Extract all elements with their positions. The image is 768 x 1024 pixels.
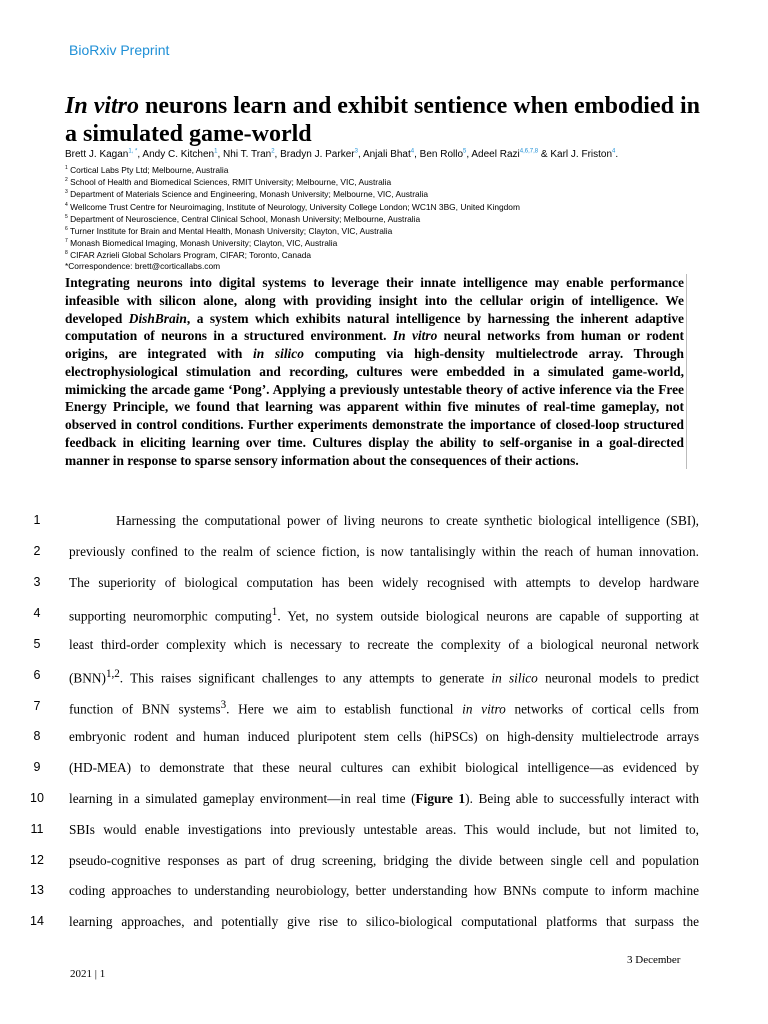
affiliation: $^4$ Wellcome Trust Centre for Neuroimaging, Institute of Neurology, University College London; WC1N 3BG, United Kingdom [65,201,520,212]
affiliation: $^1$ Cortical Labs Pty Ltd; Melbourne, Australia [65,164,229,175]
body-line: 3 The superiority of biological computation has been widely recognised with attempts to develop hardware [0,575,768,595]
body-line: 2 previously confined to the realm of science fiction, is now tantalisingly within the reach of human innovation. [0,544,768,564]
body-line: 10 learning in a simulated gameplay environment—in real time (Figure 1). Being able to successfully interact with [0,791,768,811]
body-line: 9 (HD-MEA) to demonstrate that these neural cultures can exhibit biological intelligence—as evidenced by [0,760,768,780]
body-line: 1 Harnessing the computational power of living neurons to create synthetic biological intelligence (SBI), [0,513,768,533]
author: Bradyn J. Parker$^3$, [280,149,363,161]
affiliations [65,163,725,271]
author: Ben Rollo$^5$, [419,149,472,161]
body-line: 4 supporting neuromorphic computing$^1$. Yet, no system outside biological neurons are capable of supporting at [0,606,768,626]
body-line: 7 function of BNN systems$^3$. Here we aim to establish functional in vitro networks of cortical cells from [0,699,768,719]
affiliation: $^8$ CIFAR Azrieli Global Scholars Program, CIFAR; Toronto, Canada [65,250,312,261]
title-rest: neurons learn and exhibit sentience when embodied in a simulated game-world [65,93,700,147]
author-list [65,149,745,160]
line-number: 1 [33,513,41,527]
affiliation: $^5$ Department of Neuroscience, Central Clinical School, Monash University; Melbourne, Australia [65,213,421,224]
line-number: 14 [30,914,44,928]
footer-date: 3 December [627,954,681,966]
line-number: 8 [33,729,41,743]
author: Brett J. Kagan$^{1, *}$, [65,149,143,161]
line-number: 11 [30,822,44,836]
title-italic: In vitro [65,93,140,119]
body-line: 5 least third-order complexity which is necessary to recreate the complexity of a biological neuronal network [0,637,768,657]
author: Adeel Razi$^{4,6,7,8}$ & [471,149,551,161]
line-number: 5 [33,637,41,651]
author: Anjali Bhat$^4$, [362,149,420,161]
paper-title [65,92,705,148]
line-number: 2 [33,544,41,558]
line-number: 12 [30,853,44,867]
author: Andy C. Kitchen$^1$, [142,149,224,161]
body-line: 8 embryonic rodent and human induced pluripotent stem cells (hiPSCs) on high-density multielectrode arrays [0,729,768,749]
line-number: 3 [33,575,41,589]
line-number: 13 [30,883,44,897]
abstract [65,274,687,469]
body-line: 6 (BNN)$^{1,2}$. This raises significant challenges to any attempts to generate in silico neuronal models to predict [0,668,768,688]
author: Nhi T. Tran$^2$, [223,149,281,161]
body-line: 12 pseudo-cognitive responses as part of drug screening, bridging the divide between single cell and population [0,853,768,873]
line-number: 6 [33,668,41,682]
body-line: 13 coding approaches to understanding neurobiology, better understanding how BNNs compute to inform machine [0,883,768,903]
preprint-label: BioRxiv Preprint [69,42,170,58]
footer-page-number: 2021 | 1 [70,968,106,980]
body-line: 11 SBIs would enable investigations into previously untestable areas. This would include, but not limited to, [0,822,768,842]
affiliation: $^2$ School of Health and Biomedical Sciences, RMIT University; Melbourne, VIC, Australia [65,177,392,187]
body-line: 14 learning approaches, and potentially give rise to silico-biological computational platforms that surpass the [0,914,768,934]
line-number: 4 [33,606,41,620]
author: Karl J. Friston$^4$. [550,149,619,161]
line-number: 9 [33,760,41,774]
line-number: 10 [30,791,44,805]
correspondence: *Correspondence: brett@corticallabs.com [65,260,221,271]
affiliation: $^6$ Turner Institute for Brain and Mental Health, Monash University; Clayton, VIC, Australia [65,225,393,236]
abstract-text: Integrating neurons into digital systems to leverage their innate intelligence may enable performance infeasible with silicon alone, along with providing insight into the cellular origin of intelligence. We developed DishBrain, a system which exhibits natural intelligence by harnessing the inherent adaptive computation of neurons in a structured environment. In vitro neural networks from human or rodent origins, are integrated with in silico computing via high-density multielectrode array. Through electrophysiological stimulation and recording, cultures were embedded in a simulated game-world, mimicking the arcade game ‘Pong’. Applying a previously untestable theory of active inference via the Free Energy Principle, we found that learning was apparent within five minutes of real-time gameplay, not observed in control conditions. Further experiments demonstrate the importance of closed-loop structured feedback in eliciting learning over time. Cultures display the ability to self-organise in a goal-directed manner in response to sparse sensory information about the consequences of their actions. [65,275,685,468]
figure-reference[interactable]: Figure 1 [415,791,466,806]
affiliation: $^3$ Department of Materials Science and Engineering, Monash University; Melbourne, VIC, Australia [65,189,429,200]
line-number: 7 [33,699,41,713]
affiliation: $^7$ Monash Biomedical Imaging, Monash University; Clayton, VIC, Australia [65,238,338,249]
